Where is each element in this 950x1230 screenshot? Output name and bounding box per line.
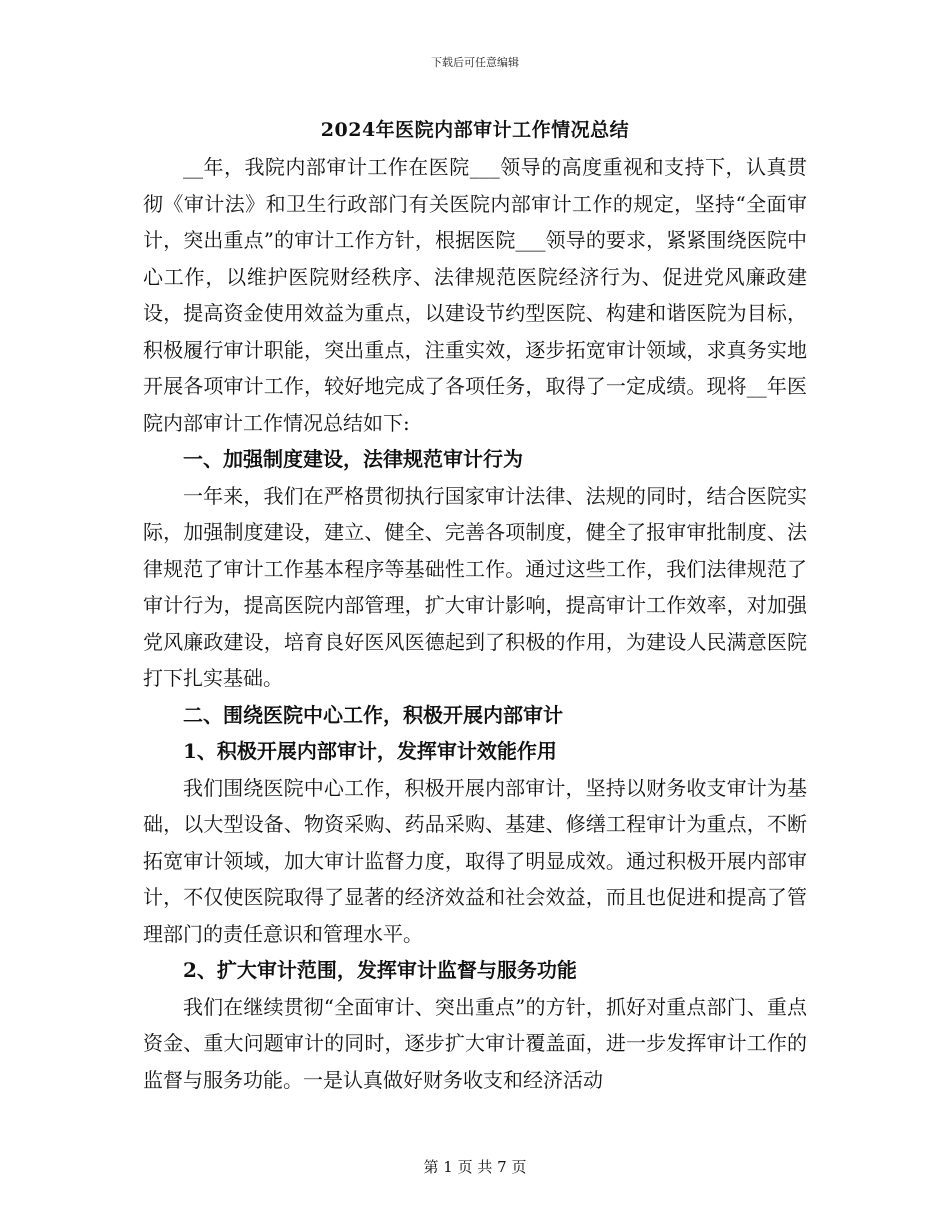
- intro-paragraph: __年，我院内部审计工作在医院___领导的高度重视和支持下，认真贯彻《审计法》和卫生行政部门有关医院内部审计工作的规定，坚持“全面审计，突出重点”的审计工作方针，根据医院___领导的要求，紧紧围绕医院中心工作，以维护医院财经秩序、法律规范医院经济行为、促进党风廉政建设，提高资金使用效益为重点，以建设节约型医院、构建和谐医院为目标，积极履行审计职能，突出重点，注重实效，逐步拓宽审计领域，求真务实地开展各项审计工作，较好地完成了各项任务，取得了一定成绩。现将__年医院内部审计工作情况总结如下:: [143, 155, 807, 435]
- section-1-paragraph: 一年来，我们在严格贯彻执行国家审计法律、法规的同时，结合医院实际，加强制度建设，建立、健全、完善各项制度，健全了报审审批制度、法律规范了审计工作基本程序等基础性工作。通过这些工作，我们法律规范了审计行为，提高医院内部管理，扩大审计影响，提高审计工作效率，对加强党风廉政建设，培育良好医风医德起到了积极的作用，为建设人民满意医院打下扎实基础。: [143, 483, 807, 690]
- subsection-2-2-paragraph: 我们在继续贯彻“全面审计、突出重点”的方针，抓好对重点部门、重点资金、重大问题审计的同时，逐步扩大审计覆盖面，进一步发挥审计工作的监督与服务功能。一是认真做好财务收支和经济活动: [143, 994, 807, 1092]
- subsection-heading-2-1: 1、积极开展内部审计，发挥审计效能作用: [183, 739, 557, 763]
- subsection-heading-2-2: 2、扩大审计范围，发挥审计监督与服务功能: [183, 958, 577, 982]
- section-heading-2: 二、围绕医院中心工作，积极开展内部审计: [183, 702, 563, 727]
- document-title: 2024年医院内部审计工作情况总结: [320, 119, 630, 141]
- header-note: 下载后可任意编辑: [431, 56, 519, 69]
- page-footer: 第 1 页 共 7 页: [423, 1158, 527, 1176]
- section-heading-1: 一、加强制度建设，法律规范审计行为: [183, 447, 523, 471]
- subsection-2-1-paragraph: 我们围绕医院中心工作，积极开展内部审计，坚持以财务收支审计为基础，以大型设备、物资采购、药品采购、基建、修缮工程审计为重点，不断拓宽审计领域，加大审计监督力度，取得了明显成效。通过积极开展内部审计，不仅使医院取得了显著的经济效益和社会效益，而且也促进和提高了管理部门的责任意识和管理水平。: [143, 775, 807, 946]
- document-body: [143, 149, 807, 1098]
